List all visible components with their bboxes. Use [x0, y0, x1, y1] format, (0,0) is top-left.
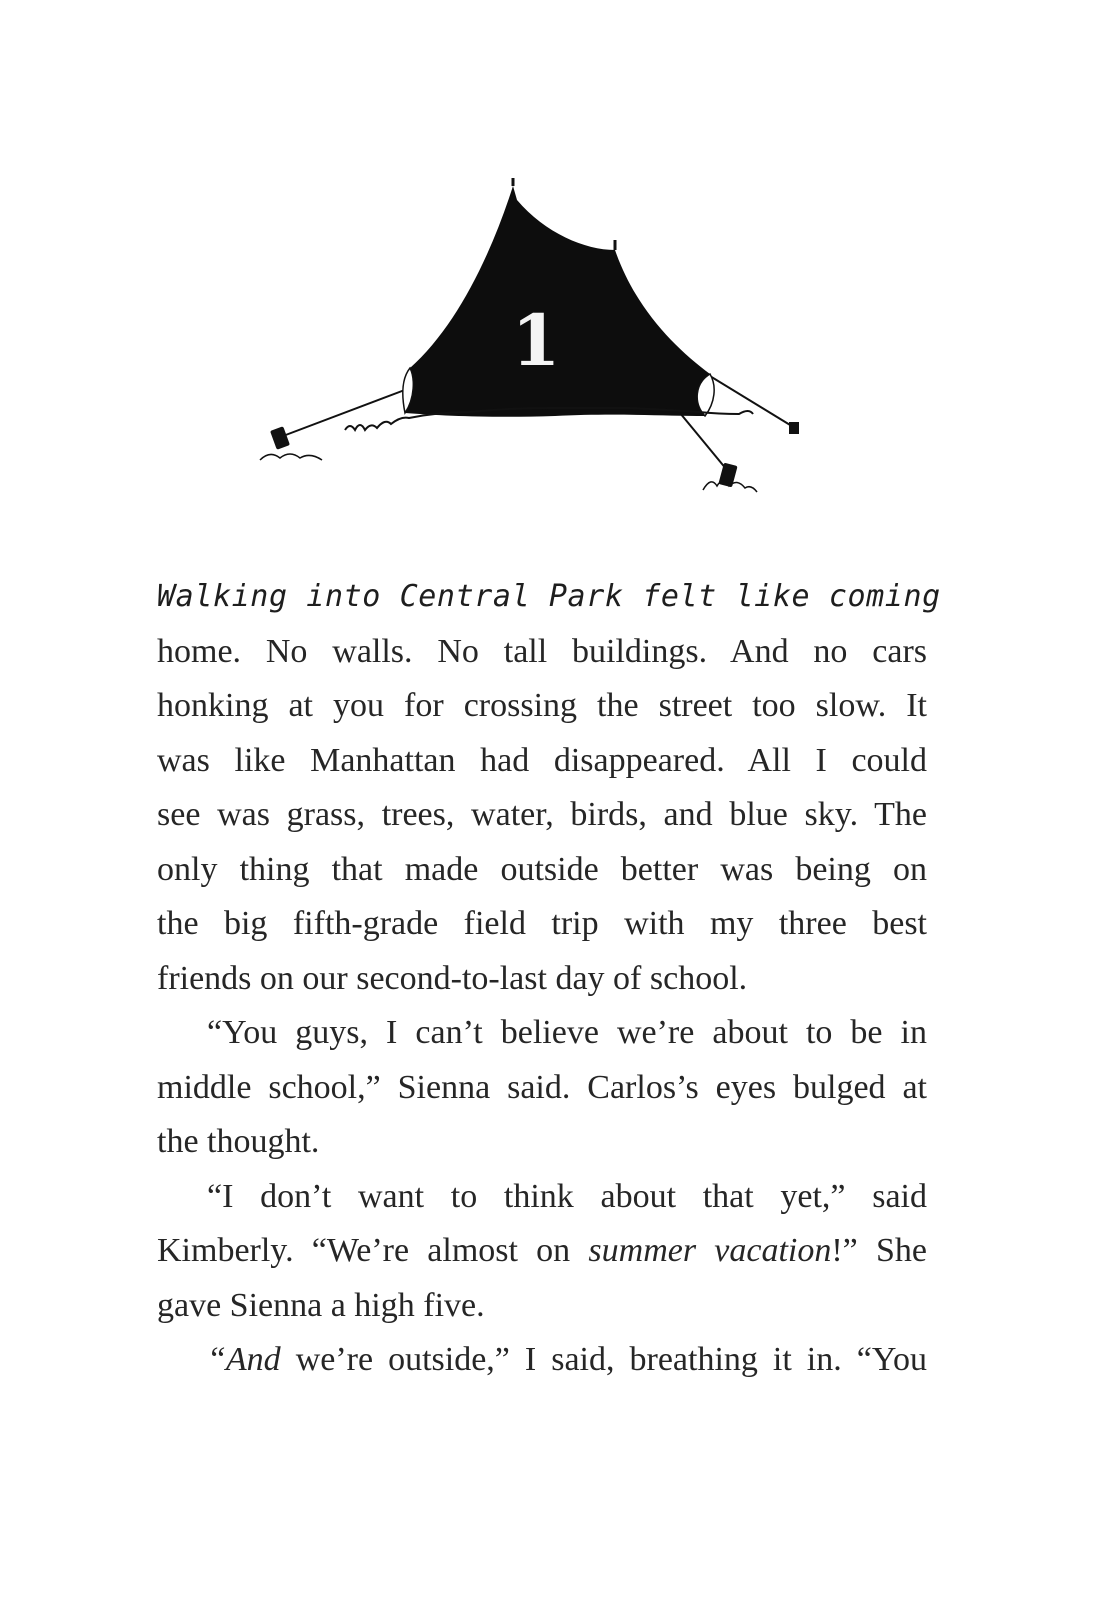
text-run: !” She — [831, 1232, 927, 1269]
text-line: “I don’t want to think about that yet,” said — [207, 1177, 927, 1215]
opening-line: Walking into Central Park felt like coming — [157, 579, 941, 614]
text-run: Kimberly. “We’re almost on — [157, 1232, 589, 1269]
body-text — [157, 570, 941, 1388]
text-line: middle school,” Sienna said. Carlos’s eyes bulged at — [157, 1068, 927, 1106]
text-line: friends on our second-to-last day of school. — [157, 959, 748, 997]
text-line: see was grass, trees, water, birds, and blue sky. The — [157, 796, 927, 833]
text-run: we’re outside,” I said, breathing it in. “You — [280, 1341, 927, 1378]
chapter-illustration — [255, 178, 815, 508]
text-line: the thought. — [157, 1123, 320, 1160]
text-line — [157, 1333, 927, 1388]
text-line: only thing that made outside better was being on — [157, 850, 927, 888]
text-line: “You guys, I can’t believe we’re about to be in — [207, 1014, 927, 1051]
text-line: the big fifth-grade field trip with my three best — [157, 905, 927, 942]
text-line: gave Sienna a high five. — [157, 1286, 485, 1324]
text-line: home. No walls. No tall buildings. And no cars — [157, 632, 927, 670]
text-line — [157, 1224, 927, 1279]
text-line: honking at you for crossing the street too slow. It — [157, 687, 927, 724]
emphasis-text: “And — [207, 1341, 281, 1378]
emphasis-text: summer vacation — [588, 1232, 832, 1269]
text-line: was like Manhattan had disappeared. All I could — [157, 741, 927, 779]
chapter-number: 1 — [511, 299, 561, 382]
